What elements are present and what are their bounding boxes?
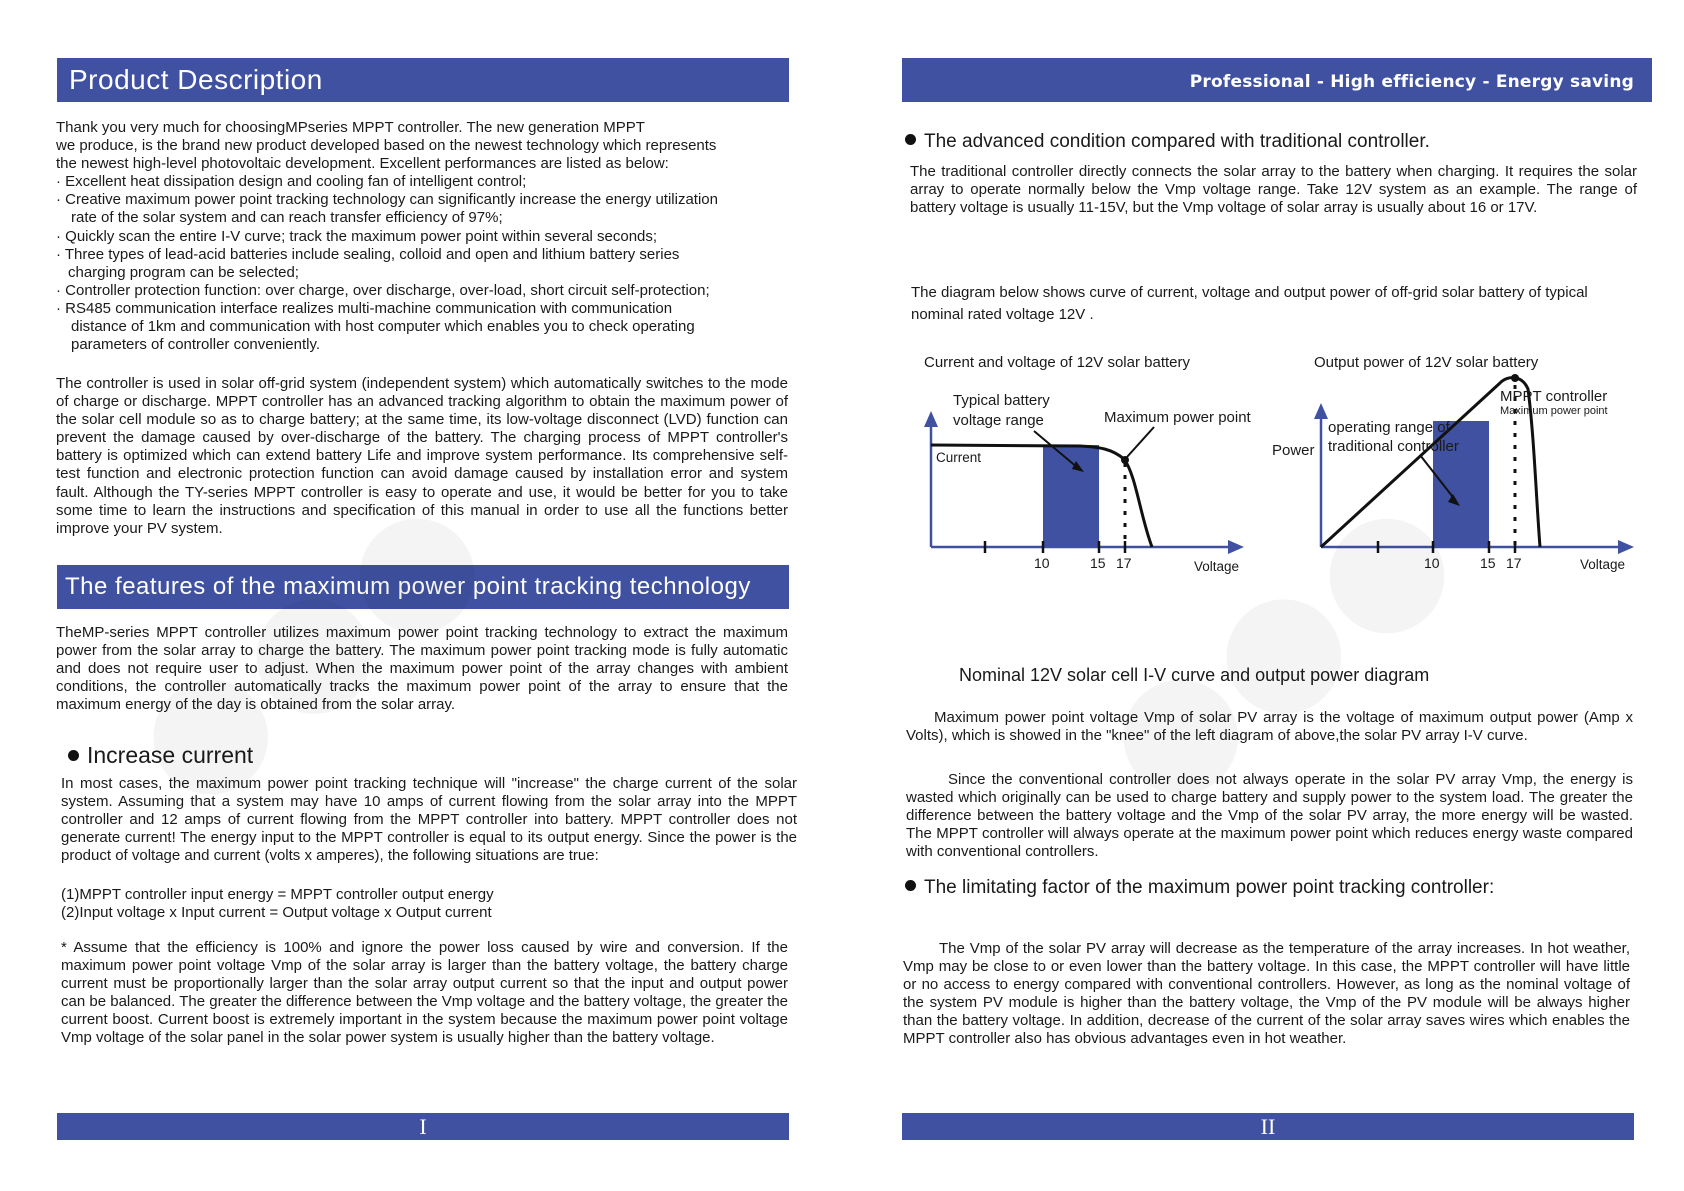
increase-current-title: Increase current — [87, 742, 254, 768]
battery-range-label: Typical battery — [953, 392, 1050, 409]
battery-range-label: voltage range — [953, 412, 1044, 429]
tagline-header — [902, 58, 1652, 102]
mppt-paragraph: TheMP-series MPPT controller utilizes maximum power point tracking technology to extract the maximum power from the solar array to charge the battery. The maximum power point tracking mode is fully automatic and does not require user to adjust. When the maximum power point of the array changes with ambient conditions, the controller automatically tracks the maximum power point of the array to ensure that the maximum energy of the day is obtained from the solar array. — [56, 624, 788, 714]
bullet-icon — [68, 750, 79, 761]
features-title: The features of the maximum power point tracking technology — [65, 573, 751, 600]
power-axis-label: Power — [1272, 442, 1315, 459]
left-diagram-title: Current and voltage of 12V solar battery — [924, 354, 1190, 371]
intro-line: the newest high-level photovoltaic development. Excellent performances are listed as below: — [56, 155, 669, 173]
mppt-sublabel: Maximum power point — [1500, 405, 1608, 417]
tick-label-17: 17 — [1116, 555, 1132, 571]
diagram-intro: The diagram below shows curve of current, voltage and output power of off-grid solar battery of typical nominal rated voltage 12V . — [911, 284, 1588, 323]
vmp-paragraph: Maximum power point voltage Vmp of solar PV array is the voltage of maximum output power (Amp x Volts), which is showed in the "knee" of the left diagram of above,the solar PV array I-V curve. — [906, 709, 1633, 745]
feature-item: · Quickly scan the entire I-V curve; track the maximum power point within several seconds; — [56, 227, 658, 245]
increase-current-heading — [68, 743, 253, 767]
page-number-right: II — [1260, 1114, 1276, 1139]
mppt-point-marker — [1511, 374, 1519, 382]
diagram-caption: Nominal 12V solar cell I-V curve and output power diagram — [959, 665, 1430, 685]
tick-label-15: 15 — [1090, 555, 1106, 571]
intro-line: we produce, is the brand new product developed based on the newest technology which represents — [56, 137, 717, 155]
bullet-icon — [905, 134, 916, 145]
assume-paragraph: * Assume that the efficiency is 100% and ignore the power loss caused by wire and conversion. If the maximum power point voltage Vmp of the solar array is larger than the battery voltage, the battery charge current must be proportionally larger than the solar array output current so that the input and output power can be balanced. The greater the difference between the Vmp voltage and the battery voltage, the greater the current boost. Current boost is extremely important in the system because the maximum power point voltage Vmp voltage of the solar panel in the solar power system is usually higher than the battery voltage. — [61, 939, 788, 1047]
tick-label-10: 10 — [1424, 555, 1440, 571]
operating-range-label: operating range of — [1328, 419, 1450, 436]
limiting-paragraph: The Vmp of the solar PV array will decrease as the temperature of the array increases. In hot weather, Vmp may be close to or even lower than the battery voltage. In this case, the MPPT controller will have little or no access to energy compared with conventional controllers. However, as long as the nominal voltage of the system PV module is higher than the battery voltage, the Vmp of the PV module will be always higher than the battery voltage. In addition, decrease of the current of the solar array saves wires which enables the MPPT controller also has obvious advantages even in hot weather. — [903, 940, 1630, 1048]
equation-line: (2)Input voltage x Input current = Output voltage x Output current — [61, 904, 492, 922]
equations — [61, 886, 761, 922]
current-axis-label: Current — [936, 450, 982, 465]
advanced-heading — [905, 130, 1430, 154]
feature-item-cont: distance of 1km and communication with host computer which enables you to check operating — [71, 318, 695, 336]
feature-item-cont: charging program can be selected; — [68, 263, 299, 281]
feature-item: · RS485 communication interface realizes multi-machine communication with communication — [56, 299, 673, 317]
limiting-title: The limitating factor of the maximum power point tracking controller: — [924, 877, 1495, 898]
left-y-axis-arrow — [924, 411, 938, 427]
product-description-header — [57, 58, 789, 102]
feature-item: · Controller protection function: over charge, over discharge, over-load, short circuit self-protection; — [56, 281, 710, 299]
right-footer-bar — [902, 1113, 1634, 1140]
bullet-icon — [905, 880, 916, 891]
advanced-paragraph: The traditional controller directly connects the solar array to the battery when charging. It requires the solar array to operate normally below the Vmp voltage range. Take 12V system as an example. The range of battery voltage is usually 11-15V, but the Vmp voltage of solar array is usually about 16 or 17V. — [910, 163, 1637, 217]
equation-line: (1)MPPT controller input energy = MPPT controller output energy — [61, 886, 494, 903]
voltage-axis-label: Voltage — [1194, 559, 1240, 574]
left-x-axis-arrow — [1228, 540, 1244, 554]
increase-paragraph: In most cases, the maximum power point tracking technique will "increase" the charge current of the solar system. Assuming that a system may have 10 amps of current flowing from the solar array into the MPPT controller and 12 amps of current flowing from the MPPT controller into battery. MPPT controller does not generate current! The energy input to the MPPT controller is equal to its output energy. Since the power is the product of voltage and current (volts x amperes), the following situations are true: — [61, 775, 797, 865]
voltage-axis-label: Voltage — [1580, 557, 1626, 572]
tagline-text: Professional - High efficiency - Energy saving — [1189, 72, 1634, 92]
tick-label-15: 15 — [1480, 555, 1496, 571]
conventional-paragraph: Since the conventional controller does not always operate in the solar PV array Vmp, the energy is wasted which originally can be used to charge battery and supply power to the system load. The greater the difference between the battery voltage and the Vmp of the solar PV array, the more energy will be wasted. The MPPT controller will always operate at the maximum power point which reduces energy waste compared with conventional controllers. — [906, 771, 1633, 861]
right-x-axis-arrow — [1618, 540, 1634, 554]
tick-label-10: 10 — [1034, 555, 1050, 571]
feature-item-cont: rate of the solar system and can reach transfer efficiency of 97%; — [71, 209, 503, 227]
iv-power-diagram — [900, 345, 1640, 645]
page-number-left: I — [419, 1114, 427, 1139]
controller-paragraph: The controller is used in solar off-grid system (independent system) which automatically switches to the mode of charge or discharge. MPPT controller has an advanced tracking algorithm to obtain the maximum power of the solar cell module so as to charge battery; at the same time, its low-voltage disconnect (LVD) function can prevent the damage caused by over-discharge of the battery. The charging process of MPPT controller's battery is optimized which can extend battery Life and improve system performance. Its comprehensive self-test function and electronic protection function can avoid damage caused by installation error and system fault. Although the TY-series MPPT controller is easy to operate and use, it would be better for you to take some time to learn the instructions and specification of this manual in order to use all the functions better improve your PV system. — [56, 375, 788, 537]
intro-text — [56, 119, 796, 354]
feature-item: · Creative maximum power point tracking technology can significantly increase the energy utilization — [56, 191, 718, 209]
mppt-controller-label: MPPT controller — [1500, 388, 1608, 405]
tick-label-17: 17 — [1506, 555, 1522, 571]
product-description-title: Product Description — [69, 64, 323, 95]
features-header — [57, 565, 789, 609]
operating-range-label: traditional controller — [1328, 438, 1459, 455]
left-footer-bar — [57, 1113, 789, 1140]
intro-line: Thank you very much for choosingMPseries MPPT controller. The new generation MPPT — [56, 119, 645, 136]
limiting-heading — [905, 876, 1494, 900]
feature-item-cont: parameters of controller conveniently. — [71, 336, 321, 354]
right-y-axis-arrow — [1314, 403, 1328, 419]
battery-voltage-band — [1043, 445, 1099, 547]
max-power-point-label: Maximum power point — [1104, 409, 1251, 426]
feature-item: · Three types of lead-acid batteries include sealing, colloid and open and lithium battery series — [56, 245, 680, 263]
advanced-title: The advanced condition compared with traditional controller. — [924, 131, 1430, 152]
feature-item: · Excellent heat dissipation design and cooling fan of intelligent control; — [56, 173, 527, 191]
max-power-pointer — [1127, 427, 1154, 457]
right-diagram-title: Output power of 12V solar battery — [1314, 354, 1539, 371]
